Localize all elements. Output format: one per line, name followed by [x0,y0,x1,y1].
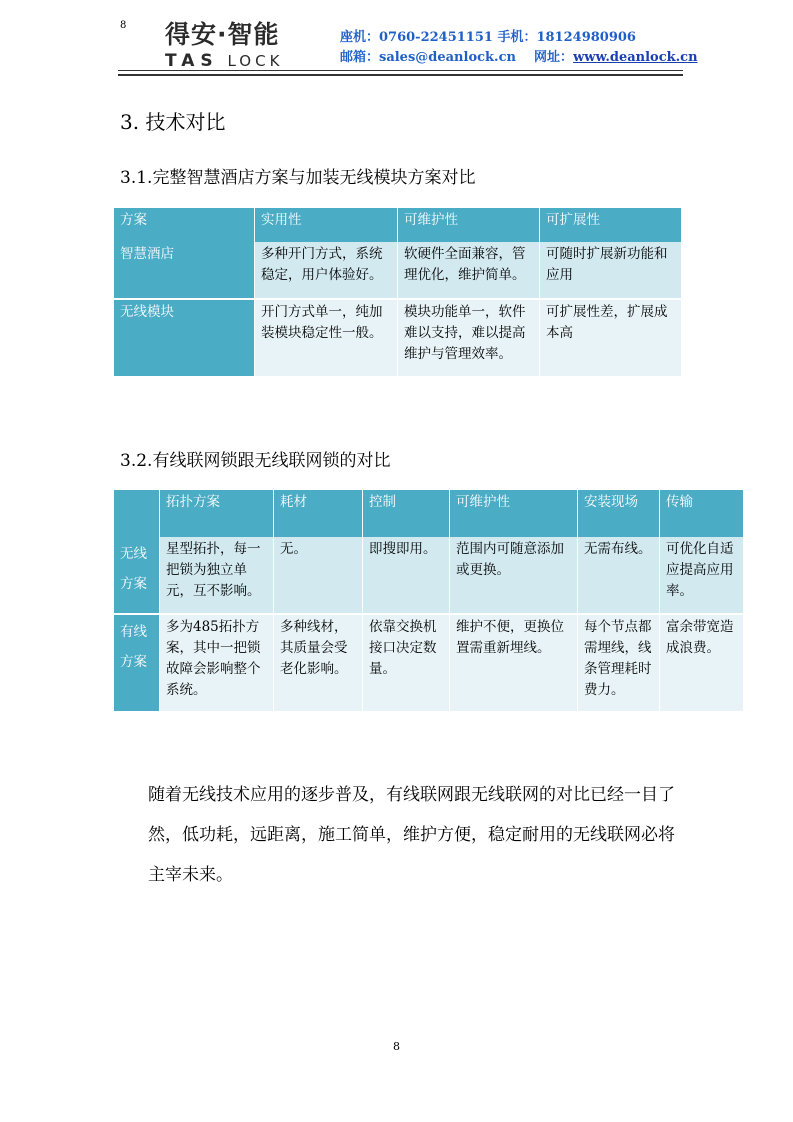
table-cell: 富余带宽造成浪费。 [659,613,743,711]
table-cell: 软硬件全面兼容，管理优化，维护简单。 [397,242,539,298]
table-header-cell: 安装现场 [577,490,659,537]
table-header-cell: 传输 [659,490,743,537]
table-header-cell: 可维护性 [397,208,539,242]
row-header-cell: 无线模块 [114,298,254,376]
comparison-table-1 [114,208,681,376]
table-header-cell: 方案 [114,208,254,242]
subsection-title-2: 3.2.有线联网锁跟无线联网锁的对比 [120,451,391,471]
logo-tas: TAS [165,51,219,71]
table-row [114,613,743,711]
row-header-cell: 有线方案 [114,613,159,711]
table-cell: 星型拓扑，每一把锁为独立单元，互不影响。 [159,537,273,613]
table-cell: 可扩展性差，扩展成本高 [539,298,681,376]
row-header-cell: 无线方案 [114,537,159,613]
table-cell: 范围内可随意添加或更换。 [449,537,577,613]
table-cell: 无需布线。 [577,537,659,613]
email-web-line [340,48,698,68]
comparison-table-2 [114,490,743,711]
table-row [114,537,743,613]
table-header-cell: 耗材 [273,490,362,537]
table-header-cell: 控制 [362,490,449,537]
subsection-title-1: 3.1.完整智慧酒店方案与加装无线模块方案对比 [120,168,476,188]
table-cell: 即搜即用。 [362,537,449,613]
header-rule-thick [118,74,683,76]
table-cell: 多为485拓扑方案，其中一把锁故障会影响整个系统。 [159,613,273,711]
table-cell: 可随时扩展新功能和应用 [539,242,681,298]
table-cell: 开门方式单一，纯加装模块稳定性一般。 [254,298,397,376]
website-label: 网址： [534,50,574,65]
table-cell: 多种线材，其质量会受老化影响。 [273,613,362,711]
header-rule-thin [118,70,683,71]
table-row [114,298,681,376]
section-title: 3. 技术对比 [120,110,226,134]
table-header-row [114,490,743,537]
table-cell: 无。 [273,537,362,613]
table-header-cell: 可扩展性 [539,208,681,242]
table-cell: 维护不便，更换位置需重新埋线。 [449,613,577,711]
table-header-cell [114,490,159,537]
phone-line: 座机：0760-22451151 手机：18124980906 [340,30,636,45]
table-cell: 模块功能单一，软件难以支持，难以提高维护与管理效率。 [397,298,539,376]
logo-chinese-text: 得安·智能 [165,20,280,49]
corner-page-number: 8 [120,20,127,31]
table-cell: 可优化自适应提高应用率。 [659,537,743,613]
table-cell: 多种开门方式，系统稳定，用户体验好。 [254,242,397,298]
table-header-cell: 实用性 [254,208,397,242]
logo-lock: LOCK [227,52,284,70]
table-cell: 依靠交换机接口决定数量。 [362,613,449,711]
company-logo [165,20,325,71]
email-text: 邮箱：sales@deanlock.cn [340,50,516,65]
footer-page-number: 8 [393,1040,400,1053]
table-header-cell: 拓扑方案 [159,490,273,537]
table-header-row [114,208,681,242]
table-cell: 每个节点都需埋线，线条管理耗时费力。 [577,613,659,711]
table-header-cell: 可维护性 [449,490,577,537]
conclusion-paragraph: 随着无线技术应用的逐步普及，有线联网跟无线联网的对比已经一目了然，低功耗，远距离，施工简单，维护方便，稳定耐用的无线联网必将主宰未来。 [148,785,675,885]
website-link[interactable]: www.deanlock.cn [573,50,698,65]
table-row [114,242,681,298]
row-header-cell: 智慧酒店 [114,242,254,298]
logo-english-text [165,51,325,71]
contact-info [340,28,698,68]
